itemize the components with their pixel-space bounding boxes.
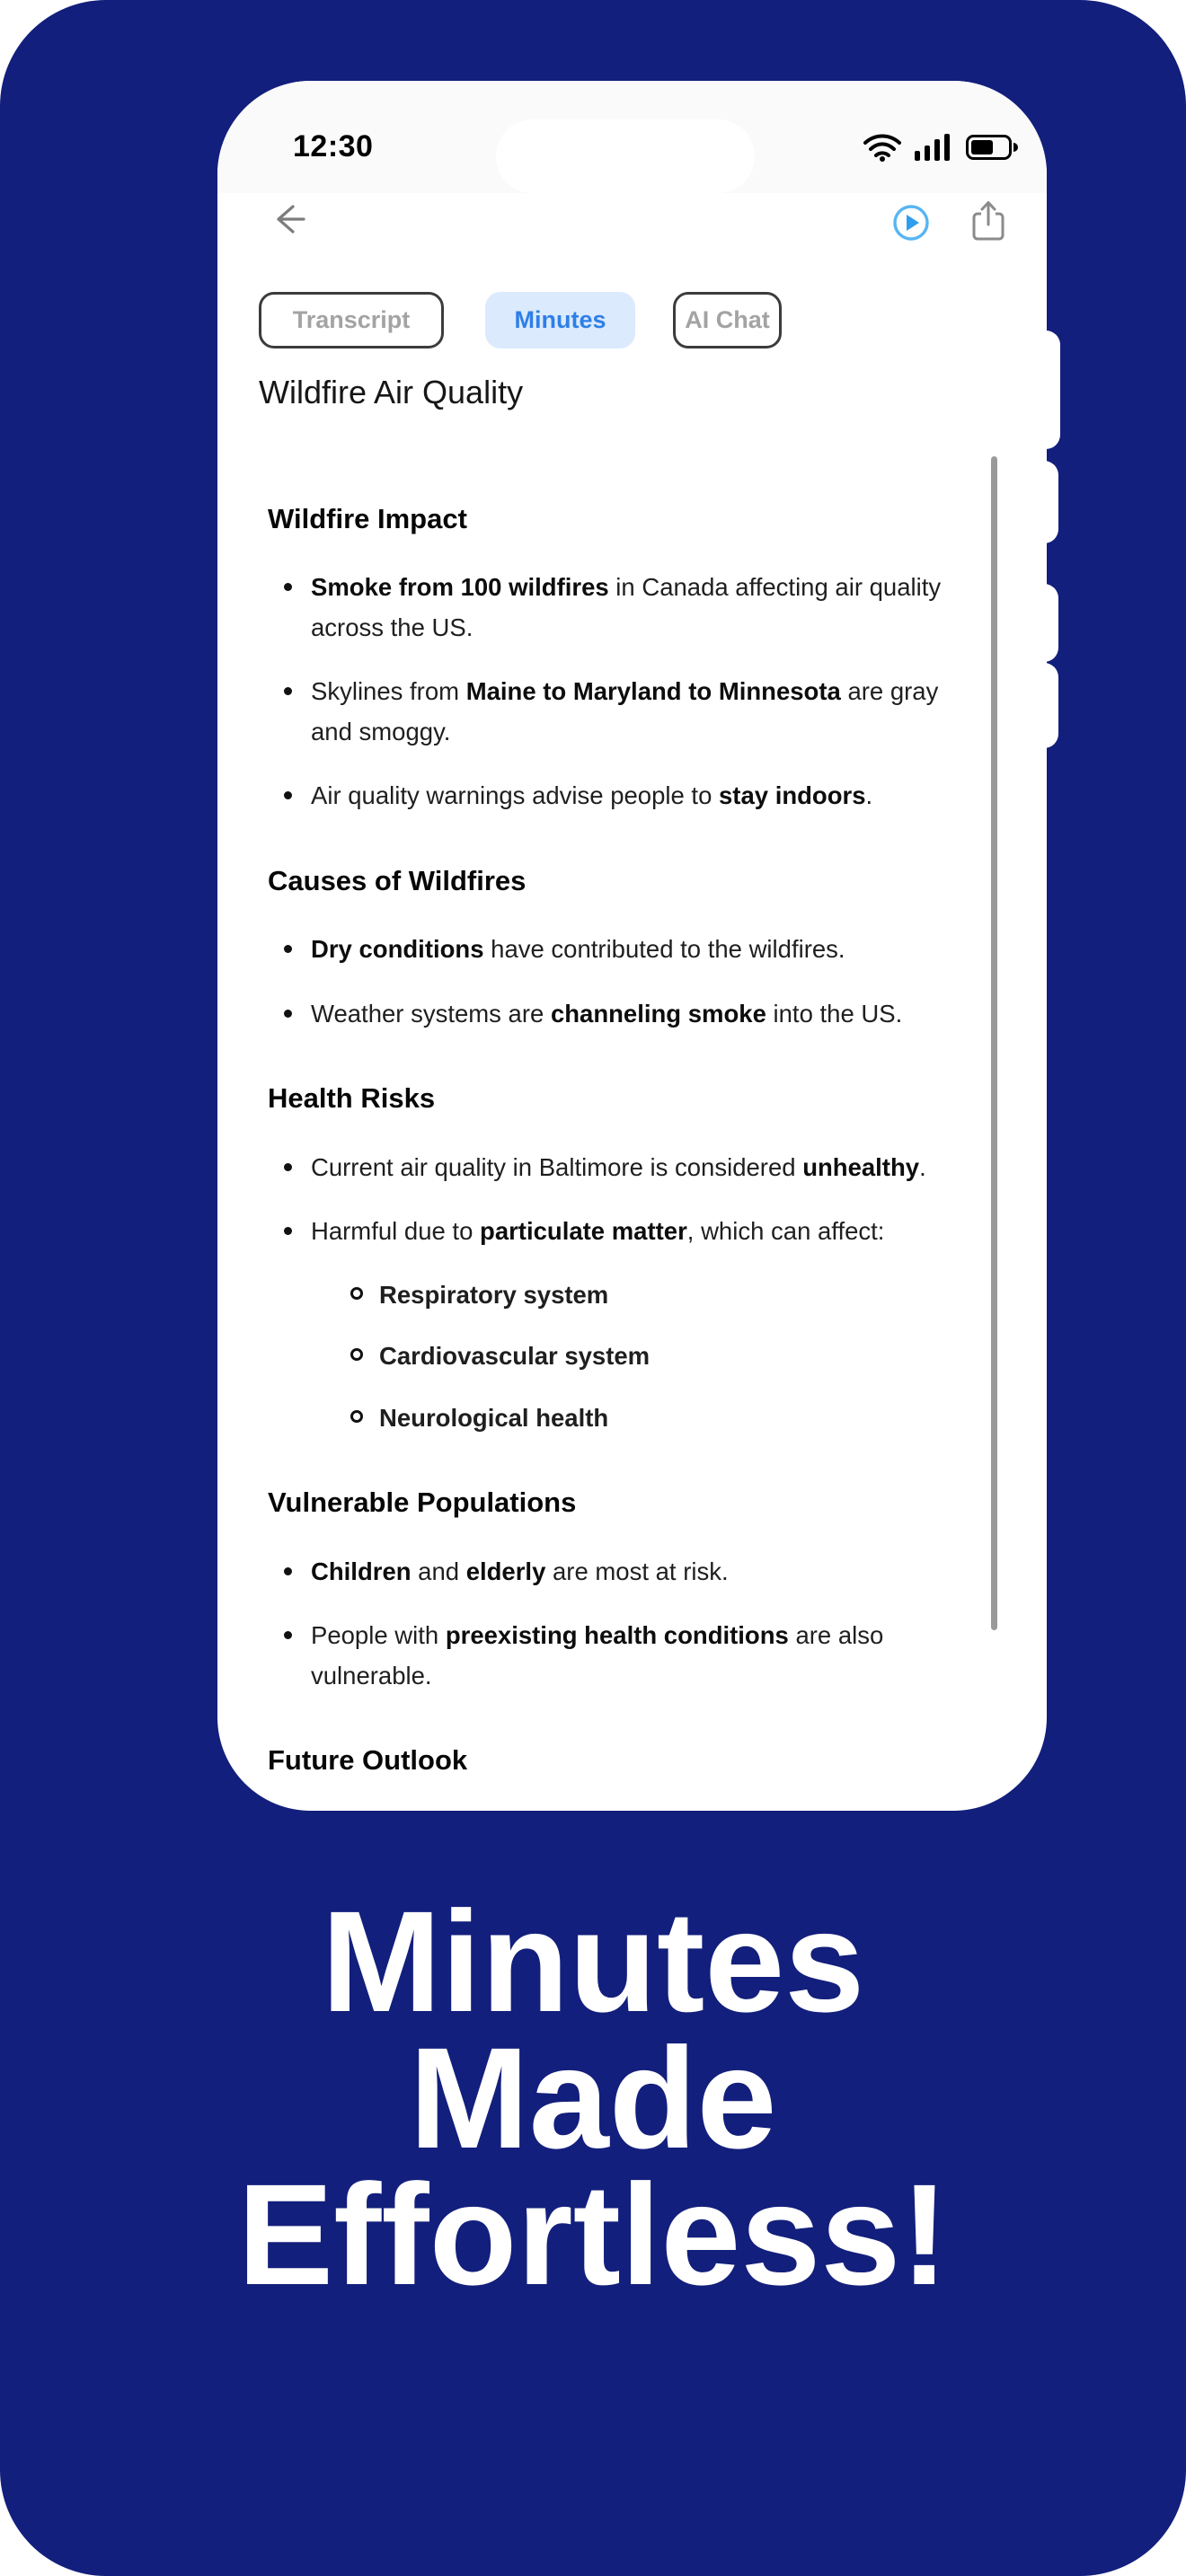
section-heading: Vulnerable Populations — [268, 1486, 577, 1519]
sub-bullet-list — [311, 1275, 969, 1439]
sub-bullet-item: Neurological health — [350, 1398, 969, 1439]
headline-line: Made — [409, 2017, 777, 2178]
tab-bar — [259, 292, 782, 348]
sub-bullet-item: Cardiovascular system — [350, 1337, 969, 1377]
bullet-list — [268, 930, 969, 1034]
headline-line: Effortless! — [237, 2154, 949, 2315]
bullet-list — [268, 568, 969, 816]
bullet-item: Current air quality in Baltimore is considered unhealthy. — [284, 1148, 969, 1188]
section-heading: Future Outlook — [268, 1744, 468, 1777]
section-heading: Health Risks — [268, 1082, 436, 1115]
bullet-list — [268, 1148, 969, 1439]
tab-minutes[interactable]: Minutes — [485, 292, 635, 348]
minutes-content — [268, 487, 969, 1792]
bullet-item: Smoke from 100 wildfires in Canada affecting air quality across the US. — [284, 568, 969, 648]
sub-bullet-item: Respiratory system — [350, 1275, 969, 1316]
wifi-icon — [863, 133, 901, 166]
status-bar — [217, 81, 1047, 193]
phone-mockup — [217, 81, 1047, 1811]
cellular-signal-icon — [914, 133, 953, 166]
marketing-headline — [0, 1881, 1186, 2315]
status-time: 12:30 — [293, 129, 374, 163]
note-title: Wildfire Air Quality — [259, 374, 524, 410]
bullet-item: People with preexisting health conditions are also vulnerable. — [284, 1616, 969, 1696]
scrollbar[interactable] — [991, 456, 997, 1630]
back-arrow-icon[interactable] — [270, 199, 309, 239]
bullet-item: Children and elderly are most at risk. — [284, 1552, 969, 1592]
share-icon[interactable] — [970, 199, 1006, 243]
section-heading: Wildfire Impact — [268, 503, 467, 534]
dynamic-island — [496, 119, 755, 193]
battery-icon — [966, 134, 1020, 165]
bullet-item: Weather systems are channeling smoke into the US. — [284, 994, 969, 1035]
status-icons — [863, 133, 1020, 166]
section-heading: Causes of Wildfires — [268, 865, 527, 897]
tab-ai-chat[interactable]: AI Chat — [673, 292, 782, 348]
headline-line: Minutes — [321, 1881, 865, 2042]
bullet-item: Skylines from Maine to Maryland to Minnesota are gray and smoggy. — [284, 672, 969, 752]
tab-transcript[interactable]: Transcript — [259, 292, 444, 348]
bullet-list — [268, 1552, 969, 1697]
bullet-item: Harmful due to particulate matter, which can affect: Respiratory system Cardiovascular system Neurological health — [284, 1212, 969, 1438]
bullet-item: Dry conditions have contributed to the wildfires. — [284, 930, 969, 970]
play-circle-icon[interactable] — [891, 203, 931, 243]
bullet-item: Air quality warnings advise people to stay indoors. — [284, 776, 969, 816]
